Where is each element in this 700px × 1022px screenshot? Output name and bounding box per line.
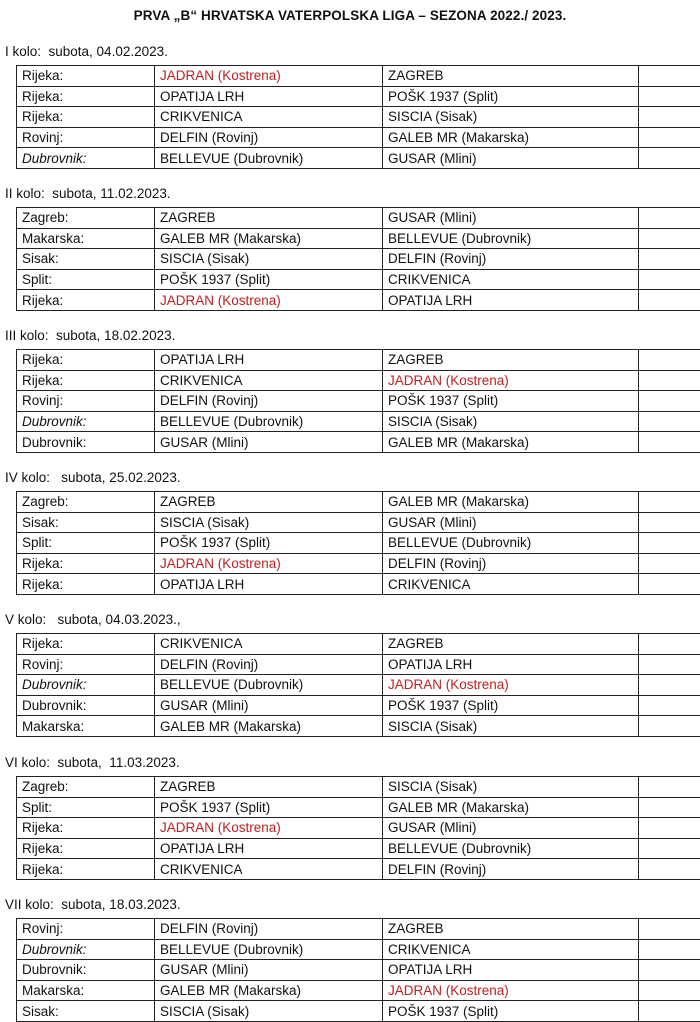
result-cell [639,777,700,798]
venue-cell: Rijeka: [17,86,155,107]
fixtures-table [16,349,700,453]
round-heading: VI kolo: subota, 11.03.2023. [5,755,180,770]
away-team-cell: POŠK 1937 (Split) [383,1001,639,1022]
home-team-cell: JADRAN (Kostrena) [155,66,383,87]
home-team-cell: GALEB MR (Makarska) [155,980,383,1001]
fixtures-table [16,776,700,880]
result-cell [639,370,700,391]
venue-cell: Sisak: [17,512,155,533]
away-team-cell: JADRAN (Kostrena) [383,675,639,696]
away-team-cell: POŠK 1937 (Split) [383,86,639,107]
venue-cell: Rijeka: [17,859,155,880]
table-row [17,228,700,249]
away-team-cell: SISCIA (Sisak) [383,716,639,737]
away-team-cell: GALEB MR (Makarska) [383,797,639,818]
home-team-cell: ZAGREB [155,492,383,513]
home-team-cell: POŠK 1937 (Split) [155,269,383,290]
result-cell [639,86,700,107]
home-team-cell: ZAGREB [155,208,383,229]
venue-cell: Rijeka: [17,634,155,655]
home-team-cell: DELFIN (Rovinj) [155,391,383,412]
venue-cell: Sisak: [17,1001,155,1022]
home-team-cell: OPATIJA LRH [155,86,383,107]
home-team-cell: CRIKVENICA [155,370,383,391]
table-row [17,370,700,391]
table-row [17,127,700,148]
result-cell [639,66,700,87]
table-row [17,269,700,290]
home-team-cell: GALEB MR (Makarska) [155,716,383,737]
result-cell [639,1001,700,1022]
result-cell [639,838,700,859]
venue-cell: Zagreb: [17,777,155,798]
result-cell [639,797,700,818]
venue-cell: Sisak: [17,249,155,270]
result-cell [639,492,700,513]
venue-cell: Rovinj: [17,919,155,940]
home-team-cell: POŠK 1937 (Split) [155,533,383,554]
away-team-cell: CRIKVENICA [383,574,639,595]
away-team-cell: DELFIN (Rovinj) [383,249,639,270]
table-row [17,350,700,371]
fixtures-table [16,491,700,595]
venue-cell: Rijeka: [17,818,155,839]
table-row [17,859,700,880]
away-team-cell: SISCIA (Sisak) [383,777,639,798]
home-team-cell: OPATIJA LRH [155,350,383,371]
table-row [17,1001,700,1022]
table-row [17,512,700,533]
home-team-cell: GUSAR (Mlini) [155,432,383,453]
away-team-cell: POŠK 1937 (Split) [383,391,639,412]
table-row [17,838,700,859]
venue-cell: Split: [17,797,155,818]
home-team-cell: DELFIN (Rovinj) [155,654,383,675]
fixtures-table [16,65,700,169]
home-team-cell: SISCIA (Sisak) [155,1001,383,1022]
away-team-cell: GUSAR (Mlini) [383,818,639,839]
table-row [17,818,700,839]
away-team-cell: DELFIN (Rovinj) [383,553,639,574]
table-row [17,777,700,798]
table-row [17,533,700,554]
away-team-cell: ZAGREB [383,350,639,371]
result-cell [639,675,700,696]
home-team-cell: SISCIA (Sisak) [155,249,383,270]
result-cell [639,980,700,1001]
result-cell [639,107,700,128]
table-row [17,86,700,107]
result-cell [639,391,700,412]
venue-cell: Dubrovnik: [17,432,155,453]
table-row [17,980,700,1001]
table-row [17,654,700,675]
away-team-cell: SISCIA (Sisak) [383,107,639,128]
result-cell [639,654,700,675]
round-heading: VII kolo: subota, 18.03.2023. [5,897,181,912]
venue-cell: Rovinj: [17,391,155,412]
result-cell [639,919,700,940]
result-cell [639,634,700,655]
result-cell [639,533,700,554]
home-team-cell: SISCIA (Sisak) [155,512,383,533]
result-cell [639,127,700,148]
away-team-cell: GALEB MR (Makarska) [383,127,639,148]
venue-cell: Rovinj: [17,127,155,148]
table-row [17,391,700,412]
fixtures-table [16,918,700,1022]
table-row [17,797,700,818]
result-cell [639,574,700,595]
home-team-cell: JADRAN (Kostrena) [155,290,383,311]
home-team-cell: DELFIN (Rovinj) [155,919,383,940]
home-team-cell: CRIKVENICA [155,634,383,655]
venue-cell: Dubrovnik: [17,960,155,981]
table-row [17,919,700,940]
table-row [17,208,700,229]
table-row [17,695,700,716]
round-heading: I kolo: subota, 04.02.2023. [5,44,168,59]
venue-cell: Makarska: [17,716,155,737]
home-team-cell: JADRAN (Kostrena) [155,553,383,574]
away-team-cell: POŠK 1937 (Split) [383,695,639,716]
table-row [17,411,700,432]
round-heading: V kolo: subota, 04.03.2023., [5,612,181,627]
home-team-cell: BELLEVUE (Dubrovnik) [155,939,383,960]
venue-cell: Makarska: [17,228,155,249]
result-cell [639,148,700,169]
away-team-cell: ZAGREB [383,66,639,87]
table-row [17,148,700,169]
table-row [17,716,700,737]
home-team-cell: OPATIJA LRH [155,838,383,859]
away-team-cell: BELLEVUE (Dubrovnik) [383,228,639,249]
home-team-cell: GUSAR (Mlini) [155,960,383,981]
table-row [17,492,700,513]
result-cell [639,960,700,981]
result-cell [639,290,700,311]
result-cell [639,695,700,716]
round-heading: IV kolo: subota, 25.02.2023. [5,470,181,485]
table-row [17,574,700,595]
table-row [17,290,700,311]
result-cell [639,716,700,737]
home-team-cell: CRIKVENICA [155,859,383,880]
away-team-cell: CRIKVENICA [383,939,639,960]
venue-cell: Zagreb: [17,492,155,513]
round-heading: III kolo: subota, 18.02.2023. [5,328,175,343]
venue-cell: Rijeka: [17,838,155,859]
away-team-cell: SISCIA (Sisak) [383,411,639,432]
away-team-cell: GALEB MR (Makarska) [383,432,639,453]
result-cell [639,249,700,270]
venue-cell: Zagreb: [17,208,155,229]
round-heading: II kolo: subota, 11.02.2023. [5,186,171,201]
venue-cell: Dubrovnik: [17,939,155,960]
away-team-cell: GUSAR (Mlini) [383,512,639,533]
table-row [17,249,700,270]
away-team-cell: ZAGREB [383,919,639,940]
away-team-cell: GALEB MR (Makarska) [383,492,639,513]
result-cell [639,411,700,432]
venue-cell: Dubrovnik: [17,675,155,696]
page-title: PRVA „B“ HRVATSKA VATERPOLSKA LIGA – SEZONA 2022./ 2023. [0,8,700,23]
home-team-cell: BELLEVUE (Dubrovnik) [155,411,383,432]
away-team-cell: BELLEVUE (Dubrovnik) [383,838,639,859]
away-team-cell: BELLEVUE (Dubrovnik) [383,533,639,554]
table-row [17,432,700,453]
result-cell [639,553,700,574]
venue-cell: Split: [17,533,155,554]
home-team-cell: JADRAN (Kostrena) [155,818,383,839]
venue-cell: Rijeka: [17,290,155,311]
table-row [17,66,700,87]
table-row [17,960,700,981]
home-team-cell: DELFIN (Rovinj) [155,127,383,148]
result-cell [639,228,700,249]
result-cell [639,859,700,880]
home-team-cell: GUSAR (Mlini) [155,695,383,716]
result-cell [639,818,700,839]
result-cell [639,208,700,229]
venue-cell: Dubrovnik: [17,695,155,716]
away-team-cell: ZAGREB [383,634,639,655]
home-team-cell: BELLEVUE (Dubrovnik) [155,675,383,696]
away-team-cell: CRIKVENICA [383,269,639,290]
home-team-cell: CRIKVENICA [155,107,383,128]
home-team-cell: OPATIJA LRH [155,574,383,595]
result-cell [639,512,700,533]
away-team-cell: GUSAR (Mlini) [383,208,639,229]
table-row [17,634,700,655]
home-team-cell: ZAGREB [155,777,383,798]
venue-cell: Makarska: [17,980,155,1001]
table-row [17,107,700,128]
away-team-cell: JADRAN (Kostrena) [383,370,639,391]
venue-cell: Rovinj: [17,654,155,675]
away-team-cell: OPATIJA LRH [383,654,639,675]
venue-cell: Rijeka: [17,107,155,128]
away-team-cell: DELFIN (Rovinj) [383,859,639,880]
venue-cell: Dubrovnik: [17,411,155,432]
venue-cell: Split: [17,269,155,290]
fixtures-table [16,207,700,311]
table-row [17,939,700,960]
away-team-cell: OPATIJA LRH [383,290,639,311]
venue-cell: Rijeka: [17,350,155,371]
away-team-cell: OPATIJA LRH [383,960,639,981]
home-team-cell: POŠK 1937 (Split) [155,797,383,818]
result-cell [639,432,700,453]
away-team-cell: JADRAN (Kostrena) [383,980,639,1001]
result-cell [639,269,700,290]
away-team-cell: GUSAR (Mlini) [383,148,639,169]
fixtures-table [16,633,700,737]
venue-cell: Rijeka: [17,370,155,391]
venue-cell: Dubrovnik: [17,148,155,169]
result-cell [639,350,700,371]
home-team-cell: GALEB MR (Makarska) [155,228,383,249]
home-team-cell: BELLEVUE (Dubrovnik) [155,148,383,169]
venue-cell: Rijeka: [17,553,155,574]
table-row [17,553,700,574]
venue-cell: Rijeka: [17,66,155,87]
venue-cell: Rijeka: [17,574,155,595]
table-row [17,675,700,696]
result-cell [639,939,700,960]
